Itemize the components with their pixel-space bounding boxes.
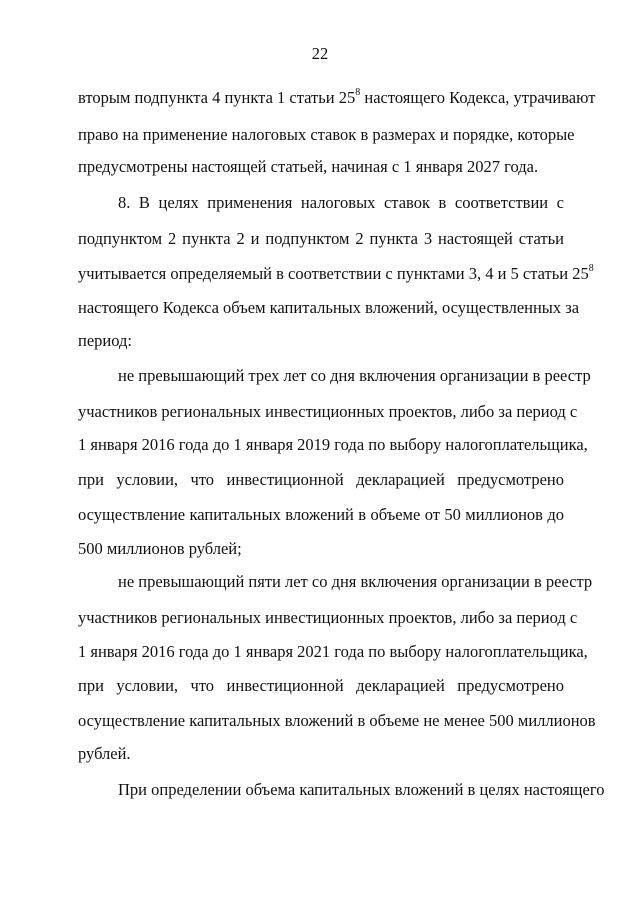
text-line bbox=[118, 780, 605, 800]
line-text: 1 января 2016 года до 1 января 2021 года по выбору налогоплательщика, bbox=[78, 642, 588, 661]
text-line bbox=[78, 125, 575, 145]
text-line bbox=[78, 505, 564, 525]
line-text: подпунктом 2 пункта 2 и подпунктом 2 пункта 3 настоящей статьи bbox=[78, 229, 564, 248]
text-line bbox=[78, 229, 564, 249]
text-line bbox=[118, 572, 593, 592]
text-line bbox=[78, 86, 596, 108]
text-line bbox=[78, 744, 564, 764]
text-line bbox=[78, 642, 588, 662]
text-line bbox=[78, 676, 564, 696]
line-text: учитывается определяемый в соответствии с пунктами 3, 4 и 5 статьи 25 bbox=[78, 264, 589, 283]
text-line bbox=[78, 298, 580, 318]
line-text: 1 января 2016 года до 1 января 2019 года по выбору налогоплательщика, bbox=[78, 435, 588, 454]
text-line bbox=[78, 539, 564, 559]
text-line bbox=[78, 711, 596, 731]
line-text: осуществление капитальных вложений в объеме не менее 500 миллионов bbox=[78, 711, 596, 730]
line-text: участников региональных инвестиционных проектов, либо за период с bbox=[78, 608, 578, 627]
line-text: настоящего Кодекса объем капитальных вложений, осуществленных за bbox=[78, 298, 580, 317]
line-text: 8. В целях применения налоговых ставок в соответствии с bbox=[118, 193, 564, 212]
line-text: участников региональных инвестиционных проектов, либо за период с bbox=[78, 402, 578, 421]
text-line bbox=[118, 366, 591, 386]
text-line bbox=[78, 157, 564, 177]
text-line bbox=[78, 331, 564, 351]
text-line bbox=[78, 402, 578, 422]
line-text: 500 миллионов рублей; bbox=[78, 539, 242, 558]
line-text: рублей. bbox=[78, 744, 131, 763]
line-text: При определении объема капитальных вложений в целях настоящего bbox=[118, 780, 605, 799]
text-line bbox=[78, 435, 588, 455]
superscript: 8 bbox=[588, 262, 594, 274]
text-line bbox=[78, 608, 578, 628]
superscript: 8 bbox=[355, 86, 361, 98]
line-text: предусмотрены настоящей статьей, начиная с 1 января 2027 года. bbox=[78, 157, 539, 176]
line-text: осуществление капитальных вложений в объеме от 50 миллионов до bbox=[78, 505, 564, 524]
text-line bbox=[78, 470, 564, 490]
text-line bbox=[118, 193, 564, 213]
line-text: при условии, что инвестиционной декларацией предусмотрено bbox=[78, 676, 564, 695]
line-text: не превышающий пяти лет со дня включения организации в реестр bbox=[118, 572, 593, 591]
text-line bbox=[78, 262, 594, 284]
line-text: право на применение налоговых ставок в размерах и порядке, которые bbox=[78, 125, 575, 144]
line-text: не превышающий трех лет со дня включения организации в реестр bbox=[118, 366, 591, 385]
line-text: при условии, что инвестиционной декларацией предусмотрено bbox=[78, 470, 564, 489]
page-number: 22 bbox=[311, 44, 329, 63]
line-text: вторым подпункта 4 пункта 1 статьи 25 bbox=[78, 88, 356, 107]
line-text: период: bbox=[78, 331, 132, 350]
line-tail: настоящего Кодекса, утрачивают bbox=[360, 88, 596, 107]
